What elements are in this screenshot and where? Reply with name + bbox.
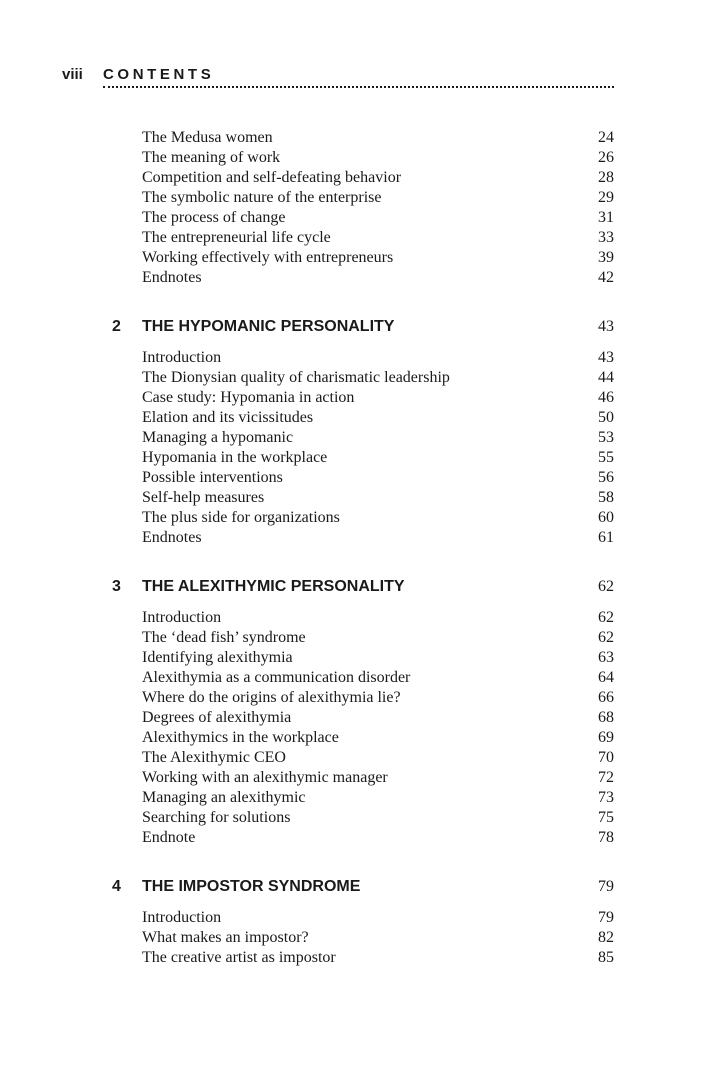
toc-entry-page: 29 (598, 189, 614, 206)
toc-entry-title: Possible interventions (142, 469, 283, 486)
toc-entry[interactable] (142, 648, 614, 668)
toc-entry[interactable] (142, 608, 614, 628)
toc-entry[interactable] (142, 128, 614, 148)
toc-entry-title: Alexithymia as a communication disorder (142, 669, 411, 686)
toc-entry[interactable] (142, 528, 614, 548)
toc-entry-page: 69 (598, 729, 614, 746)
toc-entry[interactable] (142, 348, 614, 368)
toc-entry[interactable] (142, 828, 614, 848)
toc-entry-title: The creative artist as impostor (142, 949, 336, 966)
toc-entry-title: Hypomania in the workplace (142, 449, 328, 466)
chapter-title: THE IMPOSTOR SYNDROME (142, 878, 361, 895)
toc-entry-page: 60 (598, 509, 614, 526)
chapter-heading[interactable] (112, 316, 614, 338)
toc-entry-title: Endnote (142, 829, 196, 846)
toc-entry[interactable] (142, 168, 614, 188)
toc-entry[interactable] (142, 908, 614, 928)
chapter-title: THE HYPOMANIC PERSONALITY (142, 318, 395, 335)
toc-entry-page: 62 (598, 609, 614, 626)
toc-entry-title: What makes an impostor? (142, 929, 309, 946)
toc-entry[interactable] (142, 228, 614, 248)
toc-entry-page: 55 (598, 449, 614, 466)
toc-entry-page: 53 (598, 429, 614, 446)
toc-entry[interactable] (142, 788, 614, 808)
toc-entry-title: Introduction (142, 909, 222, 926)
toc-entry[interactable] (142, 728, 614, 748)
toc-entry-page: 72 (598, 769, 614, 786)
toc-entry[interactable] (142, 708, 614, 728)
toc-entry-title: Self-help measures (142, 489, 265, 506)
toc-entry[interactable] (142, 808, 614, 828)
toc-entry-title: The ‘dead fish’ syndrome (142, 629, 306, 646)
toc-entry-title: The Dionysian quality of charismatic leadership (142, 369, 450, 386)
toc-entry-page: 82 (598, 929, 614, 946)
toc-entry-page: 85 (598, 949, 614, 966)
toc-entry[interactable] (142, 188, 614, 208)
toc-entry[interactable] (142, 628, 614, 648)
toc-entry-title: Competition and self-defeating behavior (142, 169, 402, 186)
toc-entry[interactable] (142, 368, 614, 388)
toc-entry-title: The plus side for organizations (142, 509, 340, 526)
chapter-page: 79 (598, 878, 614, 895)
toc-entry-title: Endnotes (142, 529, 202, 546)
toc-entry-page: 31 (598, 209, 614, 226)
toc-entry-page: 43 (598, 349, 614, 366)
toc-entry-title: Managing a hypomanic (142, 429, 294, 446)
toc-entry[interactable] (142, 208, 614, 228)
toc-entry-page: 66 (598, 689, 614, 706)
chapter-heading[interactable] (112, 576, 614, 598)
toc-entry-title: Degrees of alexithymia (142, 709, 292, 726)
toc-entry-title: Case study: Hypomania in action (142, 389, 355, 406)
toc-entry-title: The process of change (142, 209, 286, 226)
toc-entry-title: Working effectively with entrepreneurs (142, 249, 394, 266)
toc-entry-title: The meaning of work (142, 149, 281, 166)
toc-entry-page: 39 (598, 249, 614, 266)
toc-entry-page: 28 (598, 169, 614, 186)
toc-entry-page: 24 (598, 129, 614, 146)
toc-entry[interactable] (142, 748, 614, 768)
toc-entry[interactable] (142, 508, 614, 528)
toc-entry[interactable] (142, 468, 614, 488)
dotted-rule (103, 86, 614, 88)
toc-entry-page: 70 (598, 749, 614, 766)
toc-entry-title: Identifying alexithymia (142, 649, 293, 666)
toc-entry[interactable] (142, 388, 614, 408)
chapter-title: THE ALEXITHYMIC PERSONALITY (142, 578, 405, 595)
toc-entry-title: The Medusa women (142, 129, 273, 146)
toc-entry[interactable] (142, 148, 614, 168)
toc-entry[interactable] (142, 928, 614, 948)
toc-entry-page: 73 (598, 789, 614, 806)
toc-entry-page: 78 (598, 829, 614, 846)
toc-entry-page: 26 (598, 149, 614, 166)
toc-entry[interactable] (142, 948, 614, 968)
toc-entry-title: Where do the origins of alexithymia lie? (142, 689, 401, 706)
toc-entry[interactable] (142, 268, 614, 288)
chapter-page: 43 (598, 318, 614, 335)
toc-entry-page: 64 (598, 669, 614, 686)
toc-entry-title: Introduction (142, 609, 222, 626)
toc-entry-page: 56 (598, 469, 614, 486)
toc-entry-page: 33 (598, 229, 614, 246)
toc-entry-title: The entrepreneurial life cycle (142, 229, 331, 246)
toc-entry-title: Elation and its vicissitudes (142, 409, 314, 426)
toc-entry-title: Endnotes (142, 269, 202, 286)
toc-entry-page: 79 (598, 909, 614, 926)
chapter-heading[interactable] (112, 876, 614, 898)
chapter-page: 62 (598, 578, 614, 595)
toc-entry-page: 42 (598, 269, 614, 286)
toc-entry[interactable] (142, 688, 614, 708)
chapter-number: 4 (112, 878, 121, 895)
toc-entry-page: 63 (598, 649, 614, 666)
toc-entry-page: 75 (598, 809, 614, 826)
page-title: CONTENTS (103, 66, 215, 83)
chapter-number: 2 (112, 318, 121, 335)
toc-entry[interactable] (142, 448, 614, 468)
toc-entry-title: The Alexithymic CEO (142, 749, 286, 766)
toc-entry-page: 46 (598, 389, 614, 406)
toc-entry-page: 61 (598, 529, 614, 546)
toc-entry-title: Introduction (142, 349, 222, 366)
toc-entry-page: 58 (598, 489, 614, 506)
toc-entry-title: Searching for solutions (142, 809, 291, 826)
toc-entry-title: Managing an alexithymic (142, 789, 306, 806)
toc-entry-page: 50 (598, 409, 614, 426)
page-number: viii (62, 66, 83, 83)
toc-entry[interactable] (142, 488, 614, 508)
toc-entry[interactable] (142, 768, 614, 788)
toc-entry-title: Alexithymics in the workplace (142, 729, 339, 746)
toc-entry-title: Working with an alexithymic manager (142, 769, 388, 786)
chapter-number: 3 (112, 578, 121, 595)
toc-entry[interactable] (142, 428, 614, 448)
toc-entry-page: 68 (598, 709, 614, 726)
toc-entry-page: 62 (598, 629, 614, 646)
toc-entry[interactable] (142, 248, 614, 268)
toc-entry[interactable] (142, 408, 614, 428)
toc-entry[interactable] (142, 668, 614, 688)
toc-entry-page: 44 (598, 369, 614, 386)
toc-entry-title: The symbolic nature of the enterprise (142, 189, 382, 206)
